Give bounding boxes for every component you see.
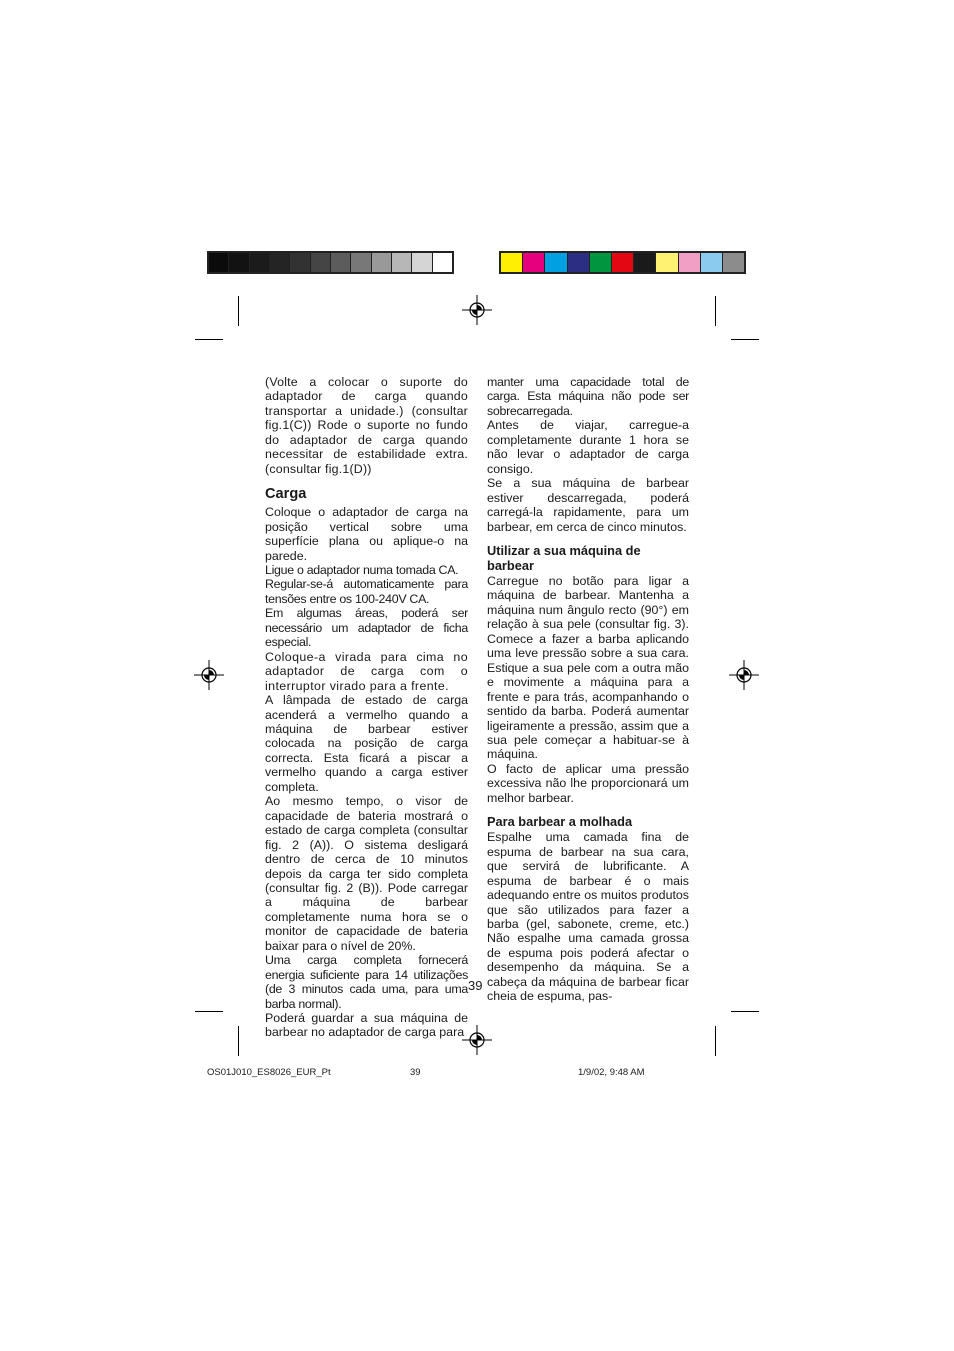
left-text-column <box>265 375 468 1040</box>
color-swatch <box>392 253 411 272</box>
process-color-bar <box>499 251 746 274</box>
paragraph: Espalhe uma camada fina de espuma de barbear na sua cara, que servirá de lubrificante. A espuma de barbear é o mais adequando entre os muitos produtos que são utilizados para fazer a barba (gel, sabonete, creme, etc.) Não espalhe uma camada grossa de espuma pois poderá afectar o desempenho da máquina. Se a cabeça da máquina de barbear ficar cheia de espuma, pas- <box>487 830 689 1004</box>
registration-mark-icon <box>194 660 224 690</box>
color-swatch <box>351 253 370 272</box>
footer-page: 39 <box>410 1067 421 1078</box>
paragraph: Poderá guardar a sua máquina de barbear no adaptador de carga para <box>265 1011 468 1040</box>
color-swatch <box>501 253 522 272</box>
crop-mark <box>238 1026 239 1056</box>
paragraph: A lâmpada de estado de carga acenderá a vermelho quando a máquina de barbear estiver colocada na posição de carga correcta. Esta ficará a piscar a vermelho quando a carga estiver completa. <box>265 693 468 794</box>
color-swatch <box>590 253 611 272</box>
paragraph: Em algumas áreas, poderá ser necessário um adaptador de ficha especial. <box>265 606 468 650</box>
color-swatch <box>612 253 633 272</box>
color-swatch <box>433 253 452 272</box>
color-swatch <box>656 253 677 272</box>
color-swatch <box>412 253 431 272</box>
crop-mark <box>731 1011 759 1012</box>
registration-mark-icon <box>729 660 759 690</box>
color-swatch <box>679 253 700 272</box>
color-swatch <box>372 253 391 272</box>
color-swatch <box>523 253 544 272</box>
crop-mark <box>195 1011 223 1012</box>
crop-mark <box>731 339 759 340</box>
footer-filename: OS01J010_ES8026_EUR_Pt <box>207 1067 331 1078</box>
paragraph: Carregue no botão para ligar a máquina de barbear. Mantenha a máquina num ângulo recto (90°) em relação à sua pele (consultar fig. 3). Comece a fazer a barba aplicando uma leve pressão sobre a sua cara. Estique a sua pele com a outra mão e movimente a máquina para a frente e para trás, acompanhando o sentido da barba. Poderá aumentar ligeiramente a pressão, assim que a sua pele começar a habituar-se à máquina. <box>487 573 689 762</box>
color-swatch <box>250 253 269 272</box>
paragraph: manter uma capacidade total de carga. Esta máquina não pode ser sobrecarregada. <box>487 375 689 418</box>
crop-mark <box>715 1026 716 1056</box>
color-swatch <box>568 253 589 272</box>
paragraph: O facto de aplicar uma pressão excessiva não lhe proporcionará um melhor barbear. <box>487 761 689 805</box>
paragraph: Uma carga completa fornecerá energia suficiente para 14 utilizações (de 3 minutos cada uma, para uma barba normal). <box>265 953 468 1011</box>
paragraph: Ligue o adaptador numa tomada CA. <box>265 562 459 577</box>
section-heading: Para barbear a molhada <box>487 814 633 830</box>
color-swatch <box>701 253 722 272</box>
color-swatch <box>723 253 744 272</box>
color-swatch <box>209 253 228 272</box>
paragraph: Antes de viajar, carregue-a completamente durante 1 hora se não levar o adaptador de carga consigo. <box>487 418 689 476</box>
footer-date: 1/9/02, 9:48 AM <box>578 1067 645 1078</box>
crop-mark <box>195 339 223 340</box>
page-number: 39 <box>468 978 483 993</box>
paragraph: Regular-se-á automaticamente para tensões entre os 100-240V CA. <box>265 577 468 606</box>
grayscale-color-bar <box>207 251 454 274</box>
color-swatch <box>331 253 350 272</box>
crop-mark <box>715 296 716 326</box>
color-swatch <box>270 253 289 272</box>
paragraph: (Volte a colocar o suporte do adaptador de carga quando transportar a unidade.) (consultar fig.1(C)) Rode o suporte no fundo do adaptador de carga quando necessitar de estabilidade extra. (consultar fig.1(D)) <box>265 375 468 476</box>
color-swatch <box>290 253 309 272</box>
color-swatch <box>229 253 248 272</box>
right-text-column <box>487 375 689 1004</box>
paragraph: Coloque o adaptador de carga na posição vertical sobre uma superfície plana ou aplique-o na parede. <box>265 505 468 563</box>
section-heading: Utilizar a sua máquina de barbear <box>487 542 641 573</box>
crop-mark <box>238 296 239 326</box>
color-swatch <box>545 253 566 272</box>
color-swatch <box>634 253 655 272</box>
registration-mark-icon <box>462 295 492 325</box>
paragraph: Ao mesmo tempo, o visor de capacidade de bateria mostrará o estado de carga completa (consultar fig. 2 (A)). O sistema desligará dentro de cerca de 10 minutos depois da carga ter sido completa (consultar fig. 2 (B)). Pode carregar a máquina de barbear completamente numa hora se o monitor de capacidade de bateria baixar para o nível de 20%. <box>265 794 468 953</box>
section-heading: Carga <box>265 486 307 503</box>
color-swatch <box>311 253 330 272</box>
paragraph: Coloque-a virada para cima no adaptador de carga com o interruptor virado para a frente. <box>265 649 468 693</box>
paragraph: Se a sua máquina de barbear estiver descarregada, poderá carregá-la rapidamente, para um barbear, em cerca de cinco minutos. <box>487 476 689 534</box>
